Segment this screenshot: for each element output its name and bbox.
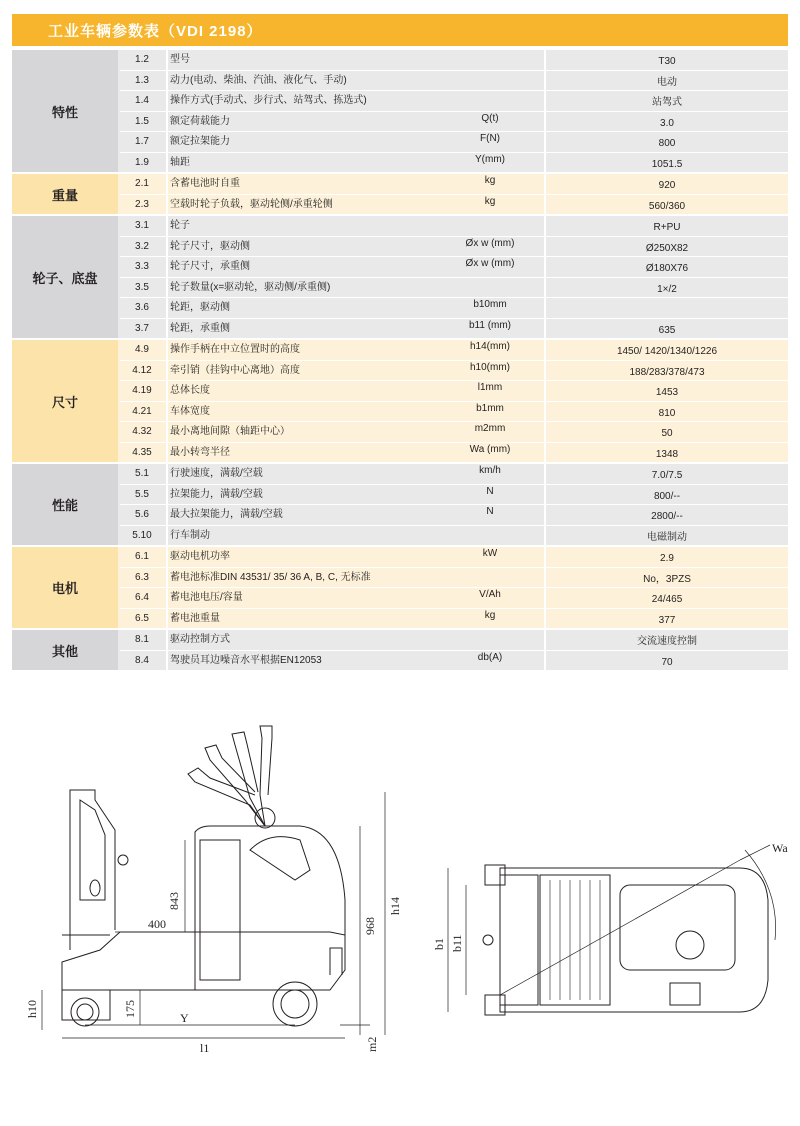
row-unit: kg <box>484 175 496 186</box>
column-divider <box>166 361 168 382</box>
row-value: 188/283/378/473 <box>629 366 705 378</box>
row-name: 总体长度 <box>170 385 210 396</box>
dim-b11: b11 <box>450 934 464 952</box>
row-name: 蓄电池标准DIN 43531/ 35/ 36 A, B, C, 无标准 <box>170 571 371 583</box>
dim-b1: b1 <box>432 938 446 950</box>
row-value: 920 <box>658 180 676 191</box>
spec-row <box>120 380 788 401</box>
top-dimension-lines <box>448 845 776 1012</box>
spec-group <box>12 464 788 547</box>
spec-row <box>120 442 788 463</box>
row-value: 1348 <box>655 448 679 460</box>
column-divider <box>166 609 168 630</box>
column-divider <box>544 319 546 340</box>
spec-row <box>120 50 788 70</box>
row-number: 4.32 <box>132 426 152 437</box>
row-name: 最小离地间隙（轴距中心） <box>170 426 290 437</box>
drawings <box>0 700 800 1080</box>
spec-row <box>120 297 788 318</box>
row-number: 5.6 <box>135 509 149 520</box>
column-divider <box>544 443 546 464</box>
row-name: 行车制动 <box>170 529 210 541</box>
body-panel <box>250 837 310 880</box>
column-divider <box>544 568 546 589</box>
back-rest-panel <box>80 800 105 900</box>
row-value: 1×/2 <box>657 283 677 295</box>
tiller-positions <box>188 726 275 828</box>
group-label: 特性 <box>12 50 118 172</box>
group-label: 尺寸 <box>12 340 118 462</box>
battery-cells <box>550 880 600 1000</box>
row-name: 最小转弯半径 <box>170 446 230 458</box>
column-divider <box>166 381 168 402</box>
row-name: 驾驶员耳边噪音水平根据EN12053 <box>170 654 322 666</box>
row-name: 车体宽度 <box>170 405 210 417</box>
spec-row <box>120 360 788 381</box>
row-unit: Øx w (mm) <box>465 237 515 249</box>
spec-row <box>120 547 788 567</box>
dim-h14: h14 <box>388 897 402 915</box>
row-value: 50 <box>661 428 673 439</box>
column-divider <box>166 174 168 195</box>
spec-group <box>12 174 788 216</box>
row-name: 操作手柄在中立位置时的高度 <box>170 344 300 355</box>
row-name: 轮距，承重侧 <box>170 322 230 334</box>
row-value: 3.0 <box>660 117 674 129</box>
column-divider <box>166 422 168 443</box>
row-number: 2.1 <box>135 178 149 189</box>
row-number: 6.5 <box>135 612 149 624</box>
row-number: 3.7 <box>135 322 149 334</box>
spec-row <box>120 484 788 505</box>
spec-row <box>120 587 788 608</box>
column-divider <box>544 485 546 506</box>
row-value: 电动 <box>657 76 677 88</box>
back-rest-hole <box>90 880 100 896</box>
mirror-knob <box>118 855 128 865</box>
row-name: 行驶速度，满载/空载 <box>170 468 263 479</box>
spec-group <box>12 216 788 340</box>
column-divider <box>544 381 546 402</box>
column-divider <box>166 651 168 672</box>
column-divider <box>166 112 168 133</box>
column-divider <box>166 50 168 71</box>
column-divider <box>544 174 546 195</box>
row-name: 操作方式(手动式、步行式、站驾式、拣选式) <box>170 95 367 106</box>
row-name: 蓄电池电压/容量 <box>170 592 243 603</box>
row-number: 3.5 <box>135 281 149 293</box>
spec-row <box>120 277 788 298</box>
row-number: 8.1 <box>135 634 149 645</box>
row-unit: kW <box>482 548 498 559</box>
row-unit: l1mm <box>477 382 503 393</box>
spec-row <box>120 236 788 257</box>
column-divider <box>544 91 546 112</box>
spec-group <box>12 50 788 174</box>
column-divider <box>544 237 546 258</box>
column-divider <box>544 464 546 485</box>
row-number: 1.2 <box>135 54 149 65</box>
top-back-rest <box>500 875 538 1005</box>
column-divider <box>166 443 168 464</box>
column-divider <box>166 505 168 526</box>
tow-pin <box>483 935 493 945</box>
spec-row <box>120 630 788 650</box>
column-divider <box>544 505 546 526</box>
row-unit: h10(mm) <box>469 361 510 373</box>
spec-row <box>120 256 788 277</box>
battery-door <box>200 840 240 980</box>
column-divider <box>544 50 546 71</box>
column-divider <box>544 630 546 651</box>
spec-group <box>12 547 788 630</box>
row-unit: km/h <box>479 465 501 476</box>
column-divider <box>166 195 168 216</box>
back-rest <box>70 790 115 930</box>
column-divider <box>544 651 546 672</box>
column-divider <box>166 91 168 112</box>
row-value: 70 <box>661 656 673 668</box>
spec-row <box>120 401 788 422</box>
row-name: 轮距，驱动侧 <box>170 302 230 313</box>
row-value: 1453 <box>655 387 679 398</box>
row-value: Ø180X76 <box>645 263 689 274</box>
row-name: 型号 <box>170 54 190 65</box>
column-divider <box>544 112 546 133</box>
row-number: 3.1 <box>135 220 149 231</box>
row-unit: db(A) <box>477 651 503 663</box>
row-number: 3.2 <box>135 240 149 252</box>
row-number: 5.5 <box>135 488 149 500</box>
row-value: 1051.5 <box>651 158 683 170</box>
row-value: 24/465 <box>651 594 683 605</box>
row-name: 最大拉架能力，满载/空载 <box>170 509 283 520</box>
column-divider <box>544 278 546 299</box>
hitch-frame <box>62 928 110 950</box>
drive-wheel <box>273 982 317 1026</box>
spec-row <box>120 174 788 194</box>
column-divider <box>544 526 546 547</box>
top-view <box>432 841 788 1015</box>
row-value: 交流速度控制 <box>637 636 697 647</box>
row-number: 8.4 <box>135 654 149 666</box>
display-panel <box>670 983 700 1005</box>
group-label: 电机 <box>12 547 118 628</box>
column-divider <box>544 340 546 361</box>
row-value: 2.9 <box>660 553 674 564</box>
row-name: 轮子尺寸，承重侧 <box>170 261 250 272</box>
row-unit: Y(mm) <box>475 153 505 165</box>
spec-row <box>120 340 788 360</box>
row-unit: N <box>486 485 494 497</box>
row-name: 轮子 <box>170 220 190 231</box>
row-number: 4.9 <box>135 344 149 355</box>
column-divider <box>166 340 168 361</box>
column-divider <box>544 216 546 237</box>
rear-step <box>330 948 342 975</box>
side-view <box>25 726 402 1055</box>
row-name: 动力(电动、柴油、汽油、液化气、手动) <box>170 74 347 86</box>
group-label: 轮子、底盘 <box>12 216 118 338</box>
row-unit: Øx w (mm) <box>465 258 515 269</box>
column-divider <box>166 132 168 153</box>
spec-row <box>120 318 788 339</box>
column-divider <box>544 361 546 382</box>
row-name: 轮子尺寸，驱动侧 <box>170 240 250 252</box>
column-divider <box>166 526 168 547</box>
technical-drawings <box>0 700 800 1080</box>
row-unit: b10mm <box>473 299 507 310</box>
row-unit: V/Ah <box>479 589 501 600</box>
spec-row <box>120 216 788 236</box>
steering-disc <box>676 931 704 959</box>
row-value: 2800/-- <box>651 511 683 522</box>
column-divider <box>544 257 546 278</box>
page-title: 工业车辆参数表（VDI 2198） <box>48 23 263 40</box>
row-unit: b11 (mm) <box>468 319 512 331</box>
row-number: 6.1 <box>135 551 149 562</box>
spec-row <box>120 111 788 132</box>
row-value: T30 <box>658 56 676 67</box>
row-value: 站驾式 <box>652 97 682 108</box>
row-number: 5.10 <box>132 529 152 541</box>
row-value: 电磁制动 <box>647 531 687 543</box>
dim-h10: h10 <box>25 1000 39 1018</box>
row-unit: b1mm <box>476 402 504 414</box>
column-divider <box>544 609 546 630</box>
chassis-outline <box>62 932 345 990</box>
row-unit: m2mm <box>474 423 506 434</box>
row-number: 1.3 <box>135 74 149 86</box>
spec-group <box>12 340 788 464</box>
row-name: 驱动控制方式 <box>170 634 230 645</box>
row-number: 4.35 <box>132 446 152 458</box>
top-battery <box>540 875 610 1005</box>
group-label: 性能 <box>12 464 118 545</box>
column-divider <box>544 132 546 153</box>
column-divider <box>544 402 546 423</box>
spec-row <box>120 421 788 442</box>
row-number: 4.19 <box>132 385 152 396</box>
row-value: 800/-- <box>653 490 681 502</box>
row-number: 4.12 <box>132 364 152 376</box>
row-name: 轮子数量(x=驱动轮，驱动侧/承重侧) <box>170 281 331 293</box>
row-unit: h14(mm) <box>469 341 510 352</box>
column-divider <box>166 153 168 174</box>
spec-row <box>120 464 788 484</box>
dim-l1: l1 <box>200 1041 210 1055</box>
column-divider <box>544 195 546 216</box>
spec-row <box>120 131 788 152</box>
row-value: 377 <box>658 614 676 626</box>
dim-y: Y <box>180 1011 189 1025</box>
column-divider <box>166 216 168 237</box>
column-divider <box>544 588 546 609</box>
row-number: 1.5 <box>135 115 149 127</box>
group-label: 重量 <box>12 174 118 214</box>
row-value: 635 <box>658 324 676 336</box>
spec-row <box>120 70 788 91</box>
operator-platform <box>620 885 735 970</box>
drive-wheel-hub <box>281 990 309 1018</box>
column-divider <box>166 319 168 340</box>
spec-row <box>120 525 788 546</box>
row-number: 1.7 <box>135 136 149 147</box>
row-number: 6.3 <box>135 571 149 583</box>
column-divider <box>166 485 168 506</box>
load-wheel-hub <box>77 1004 93 1020</box>
row-number: 1.4 <box>135 95 149 106</box>
dim-m2: m2 <box>365 1036 379 1052</box>
spec-row <box>120 608 788 629</box>
row-number: 3.6 <box>135 302 149 313</box>
spec-row <box>120 567 788 588</box>
column-divider <box>544 71 546 92</box>
row-name: 轴距 <box>170 156 190 168</box>
spec-table <box>12 50 788 672</box>
row-value: Ø250X82 <box>645 242 689 254</box>
column-divider <box>544 298 546 319</box>
dim-wa: Wa <box>772 841 788 855</box>
column-divider <box>166 257 168 278</box>
row-value: R+PU <box>653 222 681 233</box>
group-label: 其他 <box>12 630 118 670</box>
row-unit: Wa (mm) <box>469 443 511 455</box>
spec-group <box>12 630 788 672</box>
dim-968: 968 <box>363 917 377 935</box>
column-divider <box>166 402 168 423</box>
spec-row <box>120 504 788 525</box>
row-value: 7.0/7.5 <box>651 470 683 481</box>
row-name: 拉架能力，满载/空载 <box>170 488 263 500</box>
row-unit: N <box>486 506 494 517</box>
column-divider <box>166 278 168 299</box>
column-divider <box>166 568 168 589</box>
row-value: 560/360 <box>648 200 686 212</box>
front-frame <box>62 990 110 1020</box>
column-divider <box>544 422 546 443</box>
title-bar <box>12 14 788 46</box>
row-number: 2.3 <box>135 198 149 210</box>
row-value: 800 <box>658 138 676 149</box>
body-outline <box>195 826 345 990</box>
dim-400: 400 <box>148 917 166 931</box>
column-divider <box>166 71 168 92</box>
row-name: 含蓄电池时自重 <box>170 178 240 189</box>
dim-843: 843 <box>167 892 181 910</box>
row-number: 3.3 <box>135 261 149 272</box>
row-number: 4.21 <box>132 405 152 417</box>
column-divider <box>166 464 168 485</box>
spec-row <box>120 90 788 111</box>
row-name: 蓄电池重量 <box>170 612 220 624</box>
column-divider <box>166 630 168 651</box>
spec-row <box>120 194 788 215</box>
column-divider <box>166 547 168 568</box>
row-name: 额定拉架能力 <box>170 136 230 147</box>
load-wheel <box>71 998 99 1026</box>
row-value: No，3PZS <box>643 573 691 585</box>
column-divider <box>544 153 546 174</box>
spec-row <box>120 650 788 671</box>
column-divider <box>544 547 546 568</box>
row-name: 牵引销（挂钩中心离地）高度 <box>170 364 300 376</box>
row-unit: F(N) <box>480 133 500 144</box>
row-number: 1.9 <box>135 156 149 168</box>
row-name: 额定荷载能力 <box>170 115 230 127</box>
row-name: 空载时轮子负载，驱动轮侧/承重轮侧 <box>170 198 333 210</box>
row-number: 6.4 <box>135 592 149 603</box>
column-divider <box>166 237 168 258</box>
column-divider <box>166 298 168 319</box>
row-unit: kg <box>484 609 496 621</box>
spec-row <box>120 152 788 173</box>
column-divider <box>166 588 168 609</box>
row-unit: Q(t) <box>481 112 499 124</box>
row-value: 1450/ 1420/1340/1226 <box>616 346 718 357</box>
row-name: 驱动电机功率 <box>170 551 230 562</box>
row-number: 5.1 <box>135 468 149 479</box>
row-value: 810 <box>658 407 676 419</box>
row-unit: kg <box>484 195 496 207</box>
dim-175: 175 <box>123 1000 137 1018</box>
